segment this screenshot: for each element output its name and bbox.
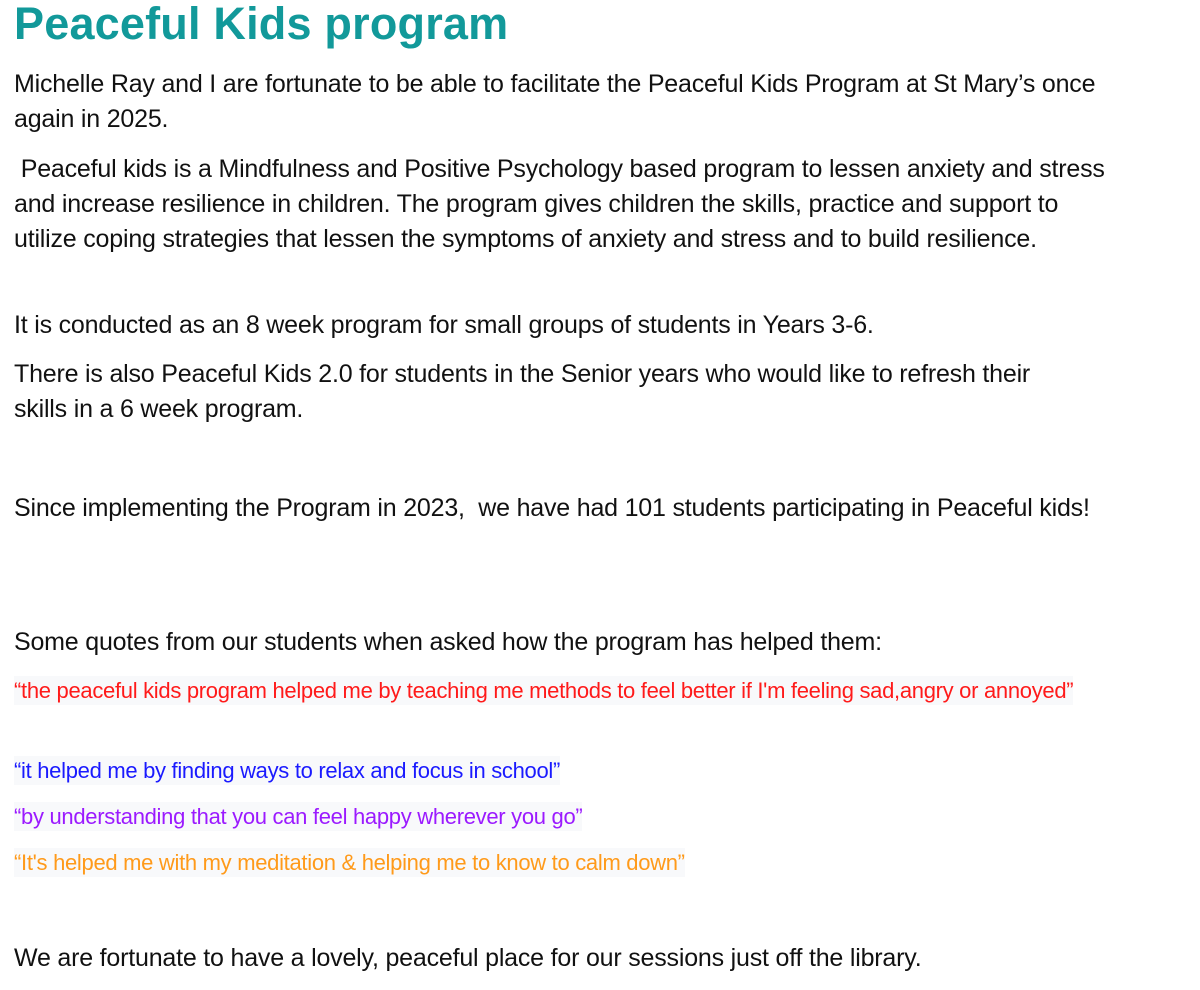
page-title: Peaceful Kids program	[14, 0, 509, 49]
senior-paragraph: There is also Peaceful Kids 2.0 for students in the Senior years who would like to refresh their skills in a 6 week program.	[14, 360, 1031, 423]
about-paragraph: Peaceful kids is a Mindfulness and Positive Psychology based program to lessen anxiety and stress and increase resilience in children. The program gives children the skills, practice and support to utilize coping strategies that lessen the symptoms of anxiety and stress and to build resilience.	[14, 155, 1112, 253]
quote-text: “It's helped me with my meditation & helping me to know to calm down”	[14, 850, 685, 875]
quotes-intro: Some quotes from our students when asked how the program has helped them:	[14, 628, 882, 656]
quote-2	[14, 754, 1134, 788]
quote-4	[14, 846, 1134, 880]
quote-3	[14, 800, 1134, 834]
since-paragraph: Since implementing the Program in 2023, we have had 101 students participating in Peaceful kids!	[14, 494, 1090, 522]
quote-1	[14, 674, 1134, 708]
quote-text: “the peaceful kids program helped me by teaching me methods to feel better if I'm feeling sad,angry or annoyed”	[14, 678, 1074, 703]
intro-paragraph: Michelle Ray and I are fortunate to be able to facilitate the Peaceful Kids Program at St Mary’s once again in 2025.	[14, 70, 1096, 133]
format-paragraph: It is conducted as an 8 week program for small groups of students in Years 3-6.	[14, 311, 874, 339]
quote-text: “by understanding that you can feel happy wherever you go”	[14, 804, 583, 829]
closing-paragraph: We are fortunate to have a lovely, peaceful place for our sessions just off the library.	[14, 944, 922, 972]
quote-text: “it helped me by finding ways to relax and focus in school”	[14, 758, 561, 783]
